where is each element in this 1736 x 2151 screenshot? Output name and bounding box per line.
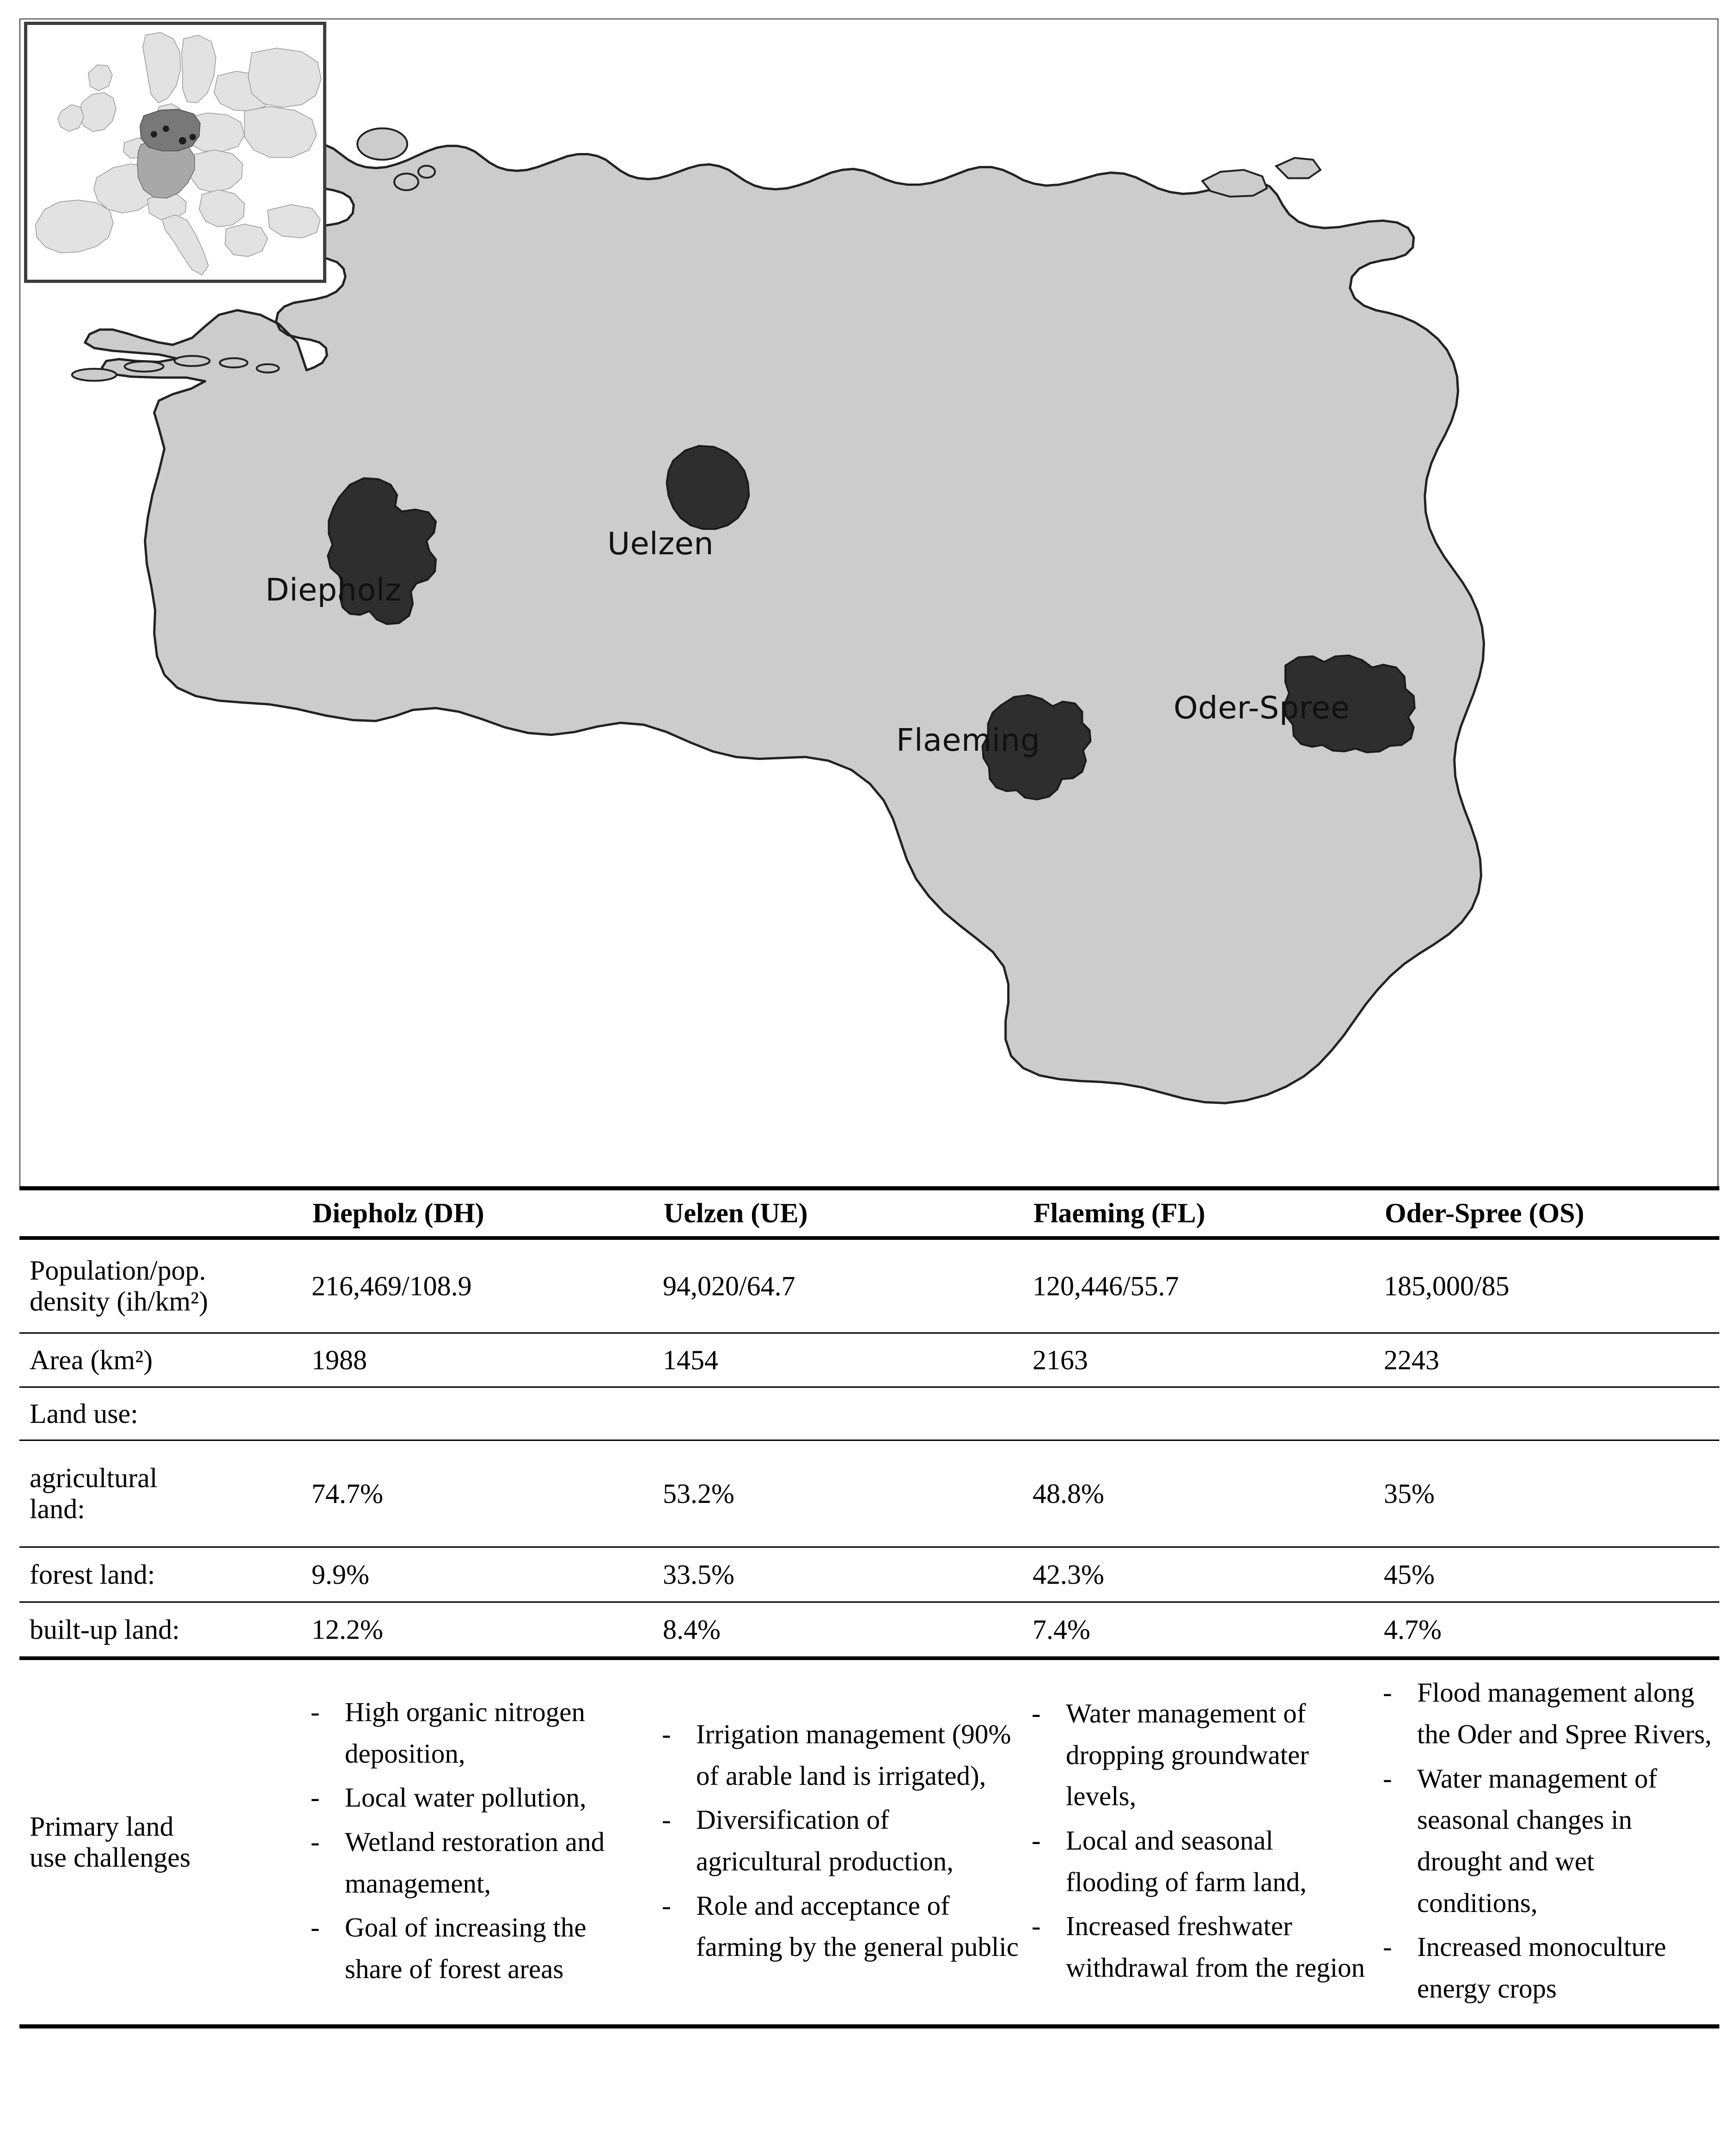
list-item xyxy=(654,1885,1020,1968)
cell-area-os: 2243 xyxy=(1375,1333,1719,1387)
bullet-dash: - xyxy=(311,1912,320,1943)
table-row xyxy=(19,1602,1719,1659)
list-item-text: Water management of seasonal changes in drought and wet conditions, xyxy=(1417,1763,1657,1918)
cell-built-up-ue: 8.4% xyxy=(654,1602,1023,1659)
challenge-list-flaeming xyxy=(1023,1693,1371,1989)
bullet-dash: - xyxy=(1383,1763,1392,1794)
table-row xyxy=(19,1440,1719,1547)
list-item-text: Flood management along the Oder and Spree Rivers, xyxy=(1417,1677,1712,1749)
list-item xyxy=(302,1691,650,1774)
list-item xyxy=(1375,1758,1716,1924)
cell-challenges-dh xyxy=(302,1658,654,2026)
row-label-forest-land: forest land: xyxy=(19,1547,302,1602)
bullet-dash: - xyxy=(311,1697,320,1728)
cell-land-use-dh xyxy=(302,1387,654,1440)
list-item xyxy=(654,1714,1020,1796)
row-label-built-up-land: built-up land: xyxy=(19,1602,302,1659)
bullet-dash: - xyxy=(662,1804,671,1835)
cell-built-up-fl: 7.4% xyxy=(1023,1602,1375,1659)
list-item-text: Local and seasonal flooding of farm land, xyxy=(1066,1825,1307,1897)
cell-population-ue: 94,020/64.7 xyxy=(654,1238,1023,1333)
table-row xyxy=(19,1387,1719,1440)
list-item-text: Role and acceptance of farming by the general public xyxy=(696,1890,1019,1962)
challenge-list-diepholz xyxy=(302,1691,650,1990)
row-label-agricultural-line2: land: xyxy=(30,1494,85,1525)
cell-challenges-os xyxy=(1375,1658,1719,2026)
bullet-dash: - xyxy=(662,1718,671,1749)
list-item-text: Diversification of agricultural production, xyxy=(696,1804,954,1876)
list-item xyxy=(1023,1693,1371,1817)
cell-population-fl: 120,446/55.7 xyxy=(1023,1238,1375,1333)
list-item xyxy=(1023,1906,1371,1988)
map-label-flaeming: Flaeming xyxy=(896,722,1040,758)
list-item-text: Increased monoculture energy crops xyxy=(1417,1931,1666,2004)
cell-population-os: 185,000/85 xyxy=(1375,1238,1719,1333)
map-baltic-islands xyxy=(1202,158,1320,197)
cell-land-use-fl xyxy=(1023,1387,1375,1440)
list-item xyxy=(1375,1672,1716,1755)
cell-area-dh: 1988 xyxy=(302,1333,654,1387)
list-item-text: Irrigation management (90% of arable land is irrigated), xyxy=(696,1718,1011,1791)
bullet-dash: - xyxy=(311,1826,320,1857)
challenge-list-uelzen xyxy=(654,1714,1020,1968)
list-item xyxy=(302,1821,650,1904)
cell-population-dh: 216,469/108.9 xyxy=(302,1238,654,1333)
table-row xyxy=(19,1547,1719,1602)
cell-agricultural-os: 35% xyxy=(1375,1440,1719,1547)
characteristics-table-wrapper xyxy=(19,1186,1719,2028)
region-characteristics-table xyxy=(19,1186,1719,2028)
cell-land-use-os xyxy=(1375,1387,1719,1440)
list-item-text: Local water pollution, xyxy=(345,1782,587,1813)
cell-forest-os: 45% xyxy=(1375,1547,1719,1602)
map-figure xyxy=(19,18,1718,1187)
header-uelzen: Uelzen (UE) xyxy=(654,1189,1023,1238)
list-item-text: Goal of increasing the share of forest areas xyxy=(345,1912,587,1985)
map-landmass xyxy=(85,143,1484,1103)
table-row-challenges xyxy=(19,1658,1719,2026)
row-label-challenges-line1: Primary land xyxy=(30,1811,174,1842)
list-item xyxy=(1375,1926,1716,2009)
map-label-uelzen: Uelzen xyxy=(607,526,714,562)
cell-agricultural-dh: 74.7% xyxy=(302,1440,654,1547)
row-label-primary-challenges xyxy=(19,1658,302,2026)
bullet-dash: - xyxy=(1032,1698,1041,1729)
header-oder-spree: Oder-Spree (OS) xyxy=(1375,1189,1719,1238)
header-diepholz: Diepholz (DH) xyxy=(302,1189,654,1238)
header-flaeming: Flaeming (FL) xyxy=(1023,1189,1375,1238)
list-item xyxy=(302,1777,650,1819)
list-item xyxy=(302,1907,650,1990)
list-item-text: Increased freshwater withdrawal from the region xyxy=(1066,1911,1365,1983)
table-row xyxy=(19,1238,1719,1333)
inset-germany-north xyxy=(140,109,200,151)
bullet-dash: - xyxy=(1032,1911,1041,1942)
cell-built-up-os: 4.7% xyxy=(1375,1602,1719,1659)
bullet-dash: - xyxy=(1383,1931,1392,1962)
map-label-diepholz: Diepholz xyxy=(265,572,402,608)
row-label-population-line2: density (ih/km²) xyxy=(30,1286,208,1317)
challenge-list-oder-spree xyxy=(1375,1672,1716,2009)
row-label-area: Area (km²) xyxy=(19,1333,302,1387)
table-header-row xyxy=(19,1189,1719,1238)
bullet-dash: - xyxy=(1032,1825,1041,1856)
cell-forest-fl: 42.3% xyxy=(1023,1547,1375,1602)
bullet-dash: - xyxy=(311,1782,320,1813)
cell-agricultural-fl: 48.8% xyxy=(1023,1440,1375,1547)
cell-agricultural-ue: 53.2% xyxy=(654,1440,1023,1547)
cell-land-use-ue xyxy=(654,1387,1023,1440)
cell-built-up-dh: 12.2% xyxy=(302,1602,654,1659)
row-label-population-line1: Population/pop. xyxy=(30,1255,206,1286)
cell-challenges-fl xyxy=(1023,1658,1375,2026)
list-item-text: Wetland restoration and management, xyxy=(345,1826,605,1899)
cell-forest-ue: 33.5% xyxy=(654,1547,1023,1602)
list-item xyxy=(1023,1820,1371,1903)
row-label-population xyxy=(19,1238,302,1333)
list-item xyxy=(654,1799,1020,1882)
table-row xyxy=(19,1333,1719,1387)
list-item-text: Water management of dropping groundwater levels, xyxy=(1066,1698,1309,1812)
cell-forest-dh: 9.9% xyxy=(302,1547,654,1602)
cell-area-ue: 1454 xyxy=(654,1333,1023,1387)
bullet-dash: - xyxy=(662,1890,671,1921)
bullet-dash: - xyxy=(1383,1677,1392,1708)
row-label-challenges-line2: use challenges xyxy=(30,1842,191,1873)
europe-inset-map xyxy=(24,22,326,283)
cell-challenges-ue xyxy=(654,1658,1023,2026)
row-label-land-use: Land use: xyxy=(19,1387,302,1440)
header-blank xyxy=(19,1189,302,1238)
cell-area-fl: 2163 xyxy=(1023,1333,1375,1387)
row-label-agricultural-land xyxy=(19,1440,302,1547)
row-label-agricultural-line1: agricultural xyxy=(30,1463,158,1493)
list-item-text: High organic nitrogen deposition, xyxy=(345,1697,585,1769)
map-label-oder-spree: Oder-Spree xyxy=(1174,690,1350,726)
